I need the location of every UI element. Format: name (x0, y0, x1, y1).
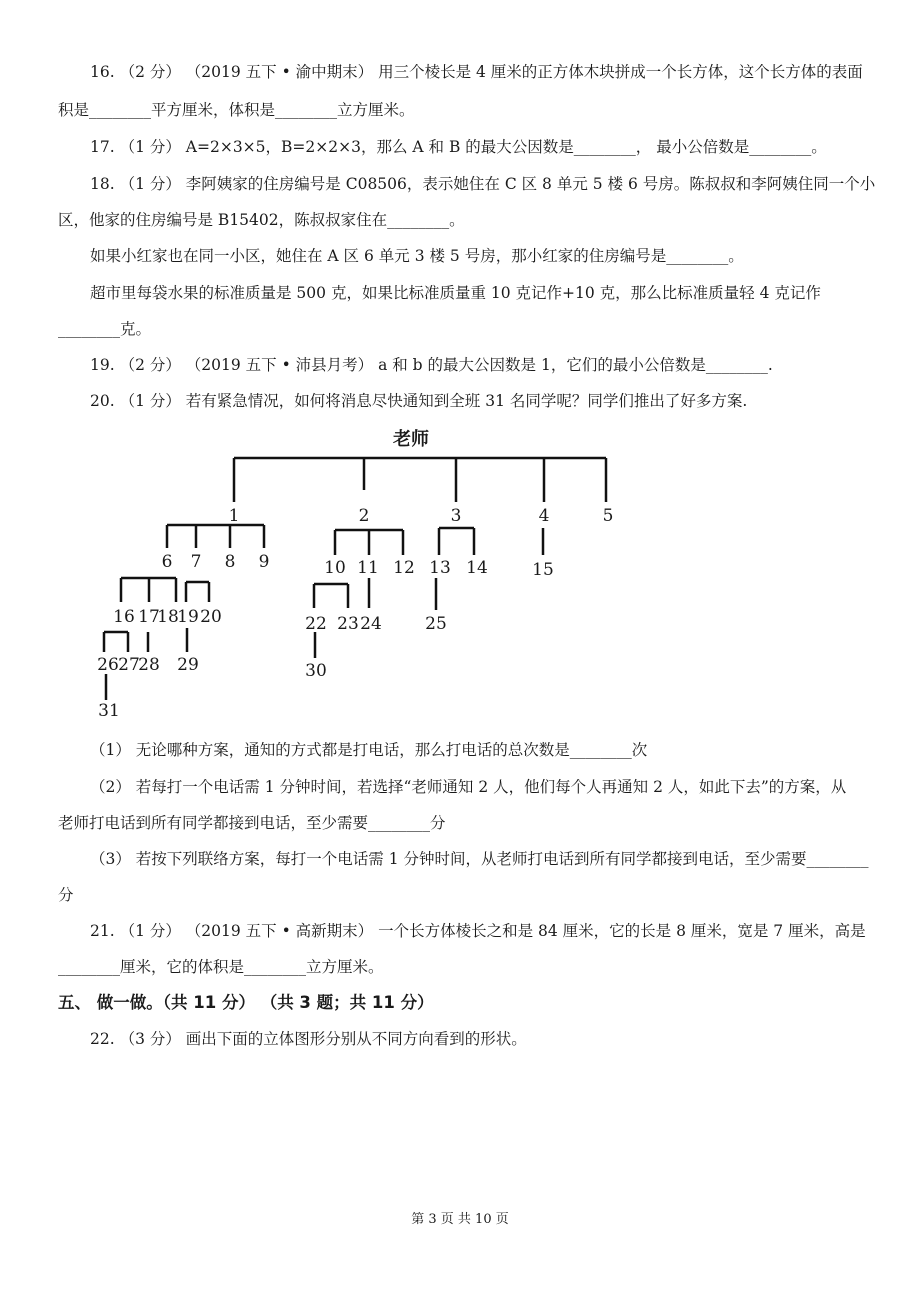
tree-node: 18 (157, 607, 179, 627)
q20-sub3-line2: 分 (58, 886, 74, 904)
tree-node: 15 (532, 560, 554, 580)
tree-node: 11 (357, 558, 379, 578)
tree-node: 19 (177, 607, 199, 627)
tree-node: 12 (393, 558, 415, 578)
tree-node: 8 (224, 552, 236, 572)
tree-node: 9 (258, 552, 270, 572)
q19-line1: 19. （2 分） （2019 五下 • 沛县月考） a 和 b 的最大公因数是 1，它们的最小公倍数是________. (90, 356, 773, 374)
q17-line1: 17. （1 分） A=2×3×5，B=2×2×3，那么 A 和 B 的最大公因数是________， 最小公倍数是________。 (90, 138, 827, 156)
tree-node: 4 (538, 506, 550, 526)
q22-line1: 22. （3 分） 画出下面的立体图形分别从不同方向看到的形状。 (90, 1030, 527, 1048)
q20-sub2-line1: （2） 若每打一个电话需 1 分钟时间，若选择“老师通知 2 人，他们每个人再通知 2 人，如此下去”的方案，从 (90, 778, 847, 796)
tree-node: 2 (358, 506, 370, 526)
tree-node: 29 (177, 655, 199, 675)
tree-node: 23 (337, 614, 359, 634)
tree-node: 10 (324, 558, 346, 578)
tree-node: 20 (200, 607, 222, 627)
notification-tree-diagram (0, 420, 920, 720)
q20-line1: 20. （1 分） 若有紧急情况，如何将消息尽快通知到全班 31 名同学呢？同学们推出了好多方案. (90, 392, 748, 410)
q20-sub1: （1） 无论哪种方案，通知的方式都是打电话，那么打电话的总次数是________次 (90, 741, 648, 759)
tree-node: 28 (138, 655, 160, 675)
q18-line5: ________克。 (58, 320, 152, 338)
tree-node: 22 (305, 614, 327, 634)
tree-node: 6 (161, 552, 173, 572)
tree-root-teacher: 老师 (393, 429, 429, 450)
tree-node: 5 (602, 506, 614, 526)
tree-node: 31 (98, 701, 120, 720)
tree-node: 1 (228, 506, 240, 526)
tree-node: 30 (305, 661, 327, 681)
q16-line1: 16. （2 分） （2019 五下 • 渝中期末） 用三个棱长是 4 厘米的正方体木块拼成一个长方体，这个长方体的表面 (90, 63, 863, 81)
tree-node: 7 (190, 552, 202, 572)
q21-line1: 21. （1 分） （2019 五下 • 高新期末） 一个长方体棱长之和是 84 厘米，它的长是 8 厘米，宽是 7 厘米，高是 (90, 922, 866, 940)
tree-node: 13 (429, 558, 451, 578)
page-footer: 第 3 页 共 10 页 (411, 1212, 509, 1227)
tree-node: 17 (138, 607, 160, 627)
q20-sub3-line1: （3） 若按下列联络方案，每打一个电话需 1 分钟时间，从老师打电话到所有同学都接到电话，至少需要________ (90, 850, 869, 868)
q18-line2: 区，他家的住房编号是 B15402，陈叔叔家住在________。 (58, 211, 465, 229)
tree-node: 14 (466, 558, 488, 578)
q18-line3: 如果小红家也在同一小区，她住在 A 区 6 单元 3 楼 5 号房，那小红家的住房编号是________。 (90, 247, 744, 265)
tree-node: 24 (360, 614, 382, 634)
tree-node: 25 (425, 614, 447, 634)
tree-node: 16 (113, 607, 135, 627)
tree-node: 27 (118, 655, 140, 675)
tree-node: 3 (450, 506, 462, 526)
tree-node: 26 (97, 655, 119, 675)
q18-line1: 18. （1 分） 李阿姨家的住房编号是 C08506，表示她住在 C 区 8 单元 5 楼 6 号房。陈叔叔和李阿姨住同一个小 (90, 175, 876, 193)
q18-line4: 超市里每袋水果的标准质量是 500 克，如果比标准质量重 10 克记作+10 克，那么比标准质量轻 4 克记作 (90, 284, 821, 302)
section-five-heading: 五、 做一做。（共 11 分） （共 3 题；共 11 分） (58, 993, 434, 1012)
q16-line2: 积是________平方厘米，体积是________立方厘米。 (58, 101, 415, 119)
q21-line2: ________厘米，它的体积是________立方厘米。 (58, 958, 384, 976)
q20-sub2-line2: 老师打电话到所有同学都接到电话，至少需要________分 (58, 814, 446, 832)
